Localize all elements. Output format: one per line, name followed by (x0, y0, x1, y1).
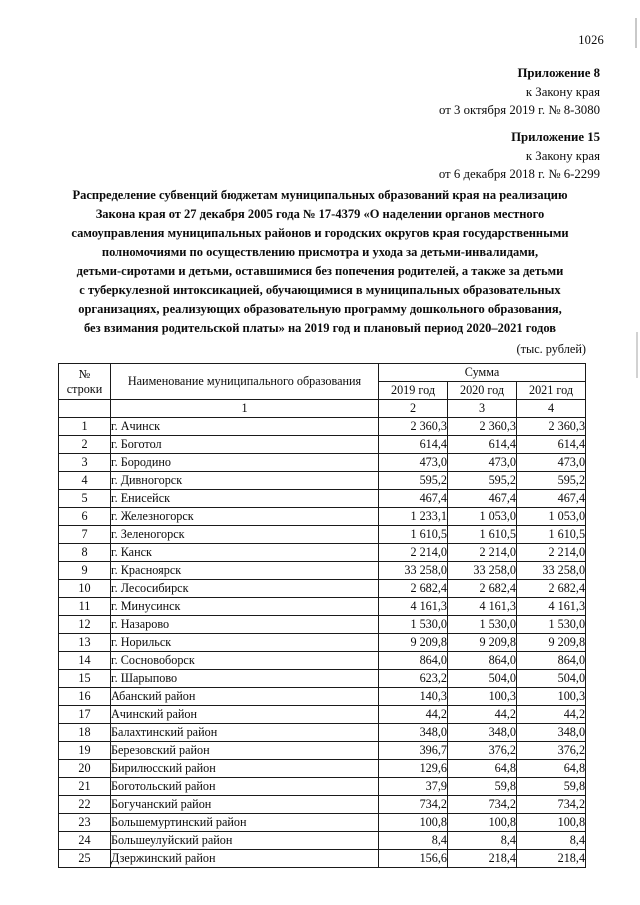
table-row (59, 796, 586, 814)
cell-amount-2019: 614,4 (379, 436, 448, 454)
cell-amount-2021: 64,8 (517, 760, 586, 778)
table-row (59, 454, 586, 472)
title-line: с туберкулезной интоксикацией, обучающимися в муниципальных образовательных (79, 283, 561, 297)
cell-municipality-name: Большеулуйский район (111, 832, 379, 850)
cell-amount-2020: 1 610,5 (448, 526, 517, 544)
table-row (59, 670, 586, 688)
cell-amount-2019: 1 233,1 (379, 508, 448, 526)
cell-amount-2019: 1 610,5 (379, 526, 448, 544)
cell-row-number: 4 (59, 472, 111, 490)
cell-amount-2019: 156,6 (379, 850, 448, 868)
cell-municipality-name: г. Канск (111, 544, 379, 562)
cell-amount-2020: 467,4 (448, 490, 517, 508)
cell-row-number: 5 (59, 490, 111, 508)
cell-amount-2019: 37,9 (379, 778, 448, 796)
table-row (59, 562, 586, 580)
cell-municipality-name: г. Ачинск (111, 418, 379, 436)
cell-amount-2019: 473,0 (379, 454, 448, 472)
table-row (59, 814, 586, 832)
column-header-year-2021: 2021 год (517, 382, 586, 400)
table-row (59, 778, 586, 796)
cell-amount-2020: 1 530,0 (448, 616, 517, 634)
cell-amount-2021: 2 360,3 (517, 418, 586, 436)
cell-amount-2021: 595,2 (517, 472, 586, 490)
appendix-law-label: к Закону края (525, 85, 600, 100)
table-row (59, 742, 586, 760)
cell-amount-2019: 33 258,0 (379, 562, 448, 580)
column-number-name: 1 (111, 400, 379, 418)
cell-municipality-name: Балахтинский район (111, 724, 379, 742)
table-row (59, 472, 586, 490)
cell-row-number: 21 (59, 778, 111, 796)
cell-amount-2020: 595,2 (448, 472, 517, 490)
column-number-year-2020: 3 (448, 400, 517, 418)
column-number-year-2021: 4 (517, 400, 586, 418)
cell-amount-2021: 9 209,8 (517, 634, 586, 652)
table-row (59, 832, 586, 850)
cell-row-number: 7 (59, 526, 111, 544)
cell-municipality-name: г. Зеленогорск (111, 526, 379, 544)
column-number-year-2019: 2 (379, 400, 448, 418)
cell-amount-2020: 218,4 (448, 850, 517, 868)
column-header-year-2020: 2020 год (448, 382, 517, 400)
cell-row-number: 22 (59, 796, 111, 814)
cell-amount-2020: 614,4 (448, 436, 517, 454)
cell-row-number: 23 (59, 814, 111, 832)
table-row (59, 706, 586, 724)
cell-amount-2020: 1 053,0 (448, 508, 517, 526)
page-number: 1026 (578, 33, 604, 47)
cell-municipality-name: Боготольский район (111, 778, 379, 796)
cell-row-number: 18 (59, 724, 111, 742)
cell-row-number: 9 (59, 562, 111, 580)
cell-amount-2021: 614,4 (517, 436, 586, 454)
table-row (59, 598, 586, 616)
table-row (59, 508, 586, 526)
table-row (59, 652, 586, 670)
cell-municipality-name: г. Минусинск (111, 598, 379, 616)
cell-amount-2020: 33 258,0 (448, 562, 517, 580)
table-column-number-row (59, 400, 586, 418)
cell-amount-2021: 59,8 (517, 778, 586, 796)
cell-amount-2020: 9 209,8 (448, 634, 517, 652)
cell-row-number: 12 (59, 616, 111, 634)
cell-amount-2019: 595,2 (379, 472, 448, 490)
appendix-law-label: к Закону края (525, 149, 600, 164)
title-line: самоуправления муниципальных районов и городских округов края государственными (71, 226, 569, 240)
cell-municipality-name: г. Бородино (111, 454, 379, 472)
cell-amount-2020: 44,2 (448, 706, 517, 724)
cell-amount-2019: 44,2 (379, 706, 448, 724)
cell-amount-2021: 2 214,0 (517, 544, 586, 562)
cell-row-number: 3 (59, 454, 111, 472)
cell-municipality-name: г. Норильск (111, 634, 379, 652)
subvention-distribution-table (58, 363, 586, 868)
appendix-law-date: от 6 декабря 2018 г. № 6-2299 (438, 167, 600, 182)
cell-municipality-name: г. Красноярск (111, 562, 379, 580)
appendix-reference-secondary (439, 128, 600, 183)
appendix-reference-primary (439, 64, 600, 119)
cell-amount-2021: 33 258,0 (517, 562, 586, 580)
cell-amount-2021: 100,8 (517, 814, 586, 832)
cell-amount-2021: 864,0 (517, 652, 586, 670)
cell-amount-2021: 473,0 (517, 454, 586, 472)
cell-amount-2019: 4 161,3 (379, 598, 448, 616)
table-row (59, 850, 586, 868)
cell-amount-2020: 2 360,3 (448, 418, 517, 436)
cell-amount-2019: 864,0 (379, 652, 448, 670)
cell-row-number: 6 (59, 508, 111, 526)
cell-amount-2020: 100,3 (448, 688, 517, 706)
cell-row-number: 20 (59, 760, 111, 778)
cell-row-number: 25 (59, 850, 111, 868)
table-row (59, 490, 586, 508)
cell-amount-2019: 129,6 (379, 760, 448, 778)
cell-amount-2019: 348,0 (379, 724, 448, 742)
table-row (59, 526, 586, 544)
page-edge-artifact-lower (636, 332, 638, 378)
cell-amount-2021: 4 161,3 (517, 598, 586, 616)
cell-amount-2021: 376,2 (517, 742, 586, 760)
document-title (56, 186, 584, 338)
cell-municipality-name: г. Назарово (111, 616, 379, 634)
column-header-year-2019: 2019 год (379, 382, 448, 400)
cell-amount-2021: 8,4 (517, 832, 586, 850)
cell-amount-2021: 44,2 (517, 706, 586, 724)
cell-amount-2019: 1 530,0 (379, 616, 448, 634)
cell-amount-2020: 864,0 (448, 652, 517, 670)
cell-row-number: 1 (59, 418, 111, 436)
cell-amount-2020: 376,2 (448, 742, 517, 760)
cell-municipality-name: Большемуртинский район (111, 814, 379, 832)
cell-amount-2021: 504,0 (517, 670, 586, 688)
table-row (59, 760, 586, 778)
cell-amount-2019: 100,8 (379, 814, 448, 832)
cell-row-number: 8 (59, 544, 111, 562)
cell-row-number: 17 (59, 706, 111, 724)
table-row (59, 418, 586, 436)
title-line: детьми-сиротами и детьми, оставшимися без попечения родителей, а также за детьми (76, 264, 564, 278)
cell-amount-2021: 1 610,5 (517, 526, 586, 544)
cell-row-number: 24 (59, 832, 111, 850)
cell-amount-2021: 218,4 (517, 850, 586, 868)
title-line: Распределение субвенций бюджетам муниципальных образований края на реализацию (72, 188, 568, 202)
cell-municipality-name: Березовский район (111, 742, 379, 760)
cell-municipality-name: г. Енисейск (111, 490, 379, 508)
cell-amount-2019: 734,2 (379, 796, 448, 814)
page-edge-artifact (635, 18, 637, 48)
cell-municipality-name: г. Дивногорск (111, 472, 379, 490)
cell-row-number: 10 (59, 580, 111, 598)
cell-row-number: 2 (59, 436, 111, 454)
table-row (59, 724, 586, 742)
cell-amount-2019: 467,4 (379, 490, 448, 508)
cell-municipality-name: Абанский район (111, 688, 379, 706)
column-header-municipality-name: Наименование муниципального образования (111, 364, 379, 400)
cell-amount-2020: 59,8 (448, 778, 517, 796)
cell-amount-2019: 2 214,0 (379, 544, 448, 562)
table-header (59, 364, 586, 418)
appendix-title: Приложение 8 (517, 66, 600, 80)
cell-row-number: 11 (59, 598, 111, 616)
cell-amount-2019: 396,7 (379, 742, 448, 760)
appendix-law-date: от 3 октября 2019 г. № 8-3080 (438, 103, 600, 118)
table-row (59, 544, 586, 562)
title-line: без взимания родительской платы» на 2019 год и плановый период 2020–2021 годов (83, 321, 557, 335)
cell-amount-2019: 2 360,3 (379, 418, 448, 436)
table-row (59, 580, 586, 598)
cell-amount-2019: 140,3 (379, 688, 448, 706)
cell-amount-2021: 1 053,0 (517, 508, 586, 526)
cell-municipality-name: г. Лесосибирск (111, 580, 379, 598)
cell-amount-2019: 8,4 (379, 832, 448, 850)
cell-municipality-name: г. Железногорск (111, 508, 379, 526)
cell-amount-2020: 2 682,4 (448, 580, 517, 598)
column-header-sum: Сумма (379, 364, 586, 382)
table-row (59, 634, 586, 652)
cell-amount-2020: 4 161,3 (448, 598, 517, 616)
cell-municipality-name: г. Боготол (111, 436, 379, 454)
cell-amount-2020: 348,0 (448, 724, 517, 742)
cell-municipality-name: Бирилюсский район (111, 760, 379, 778)
cell-amount-2021: 734,2 (517, 796, 586, 814)
cell-municipality-name: г. Сосновоборск (111, 652, 379, 670)
column-header-row-number-line2: строки (66, 381, 103, 396)
cell-municipality-name: Богучанский район (111, 796, 379, 814)
cell-row-number: 14 (59, 652, 111, 670)
cell-amount-2019: 623,2 (379, 670, 448, 688)
cell-amount-2020: 734,2 (448, 796, 517, 814)
cell-amount-2019: 9 209,8 (379, 634, 448, 652)
cell-amount-2021: 1 530,0 (517, 616, 586, 634)
cell-row-number: 15 (59, 670, 111, 688)
column-number-blank (59, 400, 111, 418)
table-row (59, 616, 586, 634)
column-header-row-number (59, 364, 111, 400)
table-header-row-1 (59, 364, 586, 382)
units-note: (тыс. рублей) (516, 342, 586, 356)
cell-amount-2020: 2 214,0 (448, 544, 517, 562)
appendix-title: Приложение 15 (511, 130, 600, 144)
cell-row-number: 19 (59, 742, 111, 760)
title-line: полномочиями по осуществлению присмотра и ухода за детьми-инвалидами, (101, 245, 539, 259)
cell-amount-2021: 100,3 (517, 688, 586, 706)
table-row (59, 436, 586, 454)
cell-amount-2020: 64,8 (448, 760, 517, 778)
cell-municipality-name: Ачинский район (111, 706, 379, 724)
cell-amount-2021: 348,0 (517, 724, 586, 742)
cell-amount-2020: 8,4 (448, 832, 517, 850)
cell-amount-2021: 2 682,4 (517, 580, 586, 598)
cell-amount-2020: 504,0 (448, 670, 517, 688)
cell-row-number: 13 (59, 634, 111, 652)
title-line: организациях, реализующих образовательную программу дошкольного образования, (78, 302, 562, 316)
table-body (59, 418, 586, 868)
table-row (59, 688, 586, 706)
title-line: Закона края от 27 декабря 2005 года № 17-4379 «О наделении органов местного (95, 207, 545, 221)
cell-amount-2019: 2 682,4 (379, 580, 448, 598)
cell-amount-2021: 467,4 (517, 490, 586, 508)
cell-amount-2020: 473,0 (448, 454, 517, 472)
column-header-row-number-line1: № (78, 366, 91, 381)
cell-amount-2020: 100,8 (448, 814, 517, 832)
cell-municipality-name: Дзержинский район (111, 850, 379, 868)
cell-municipality-name: г. Шарыпово (111, 670, 379, 688)
cell-row-number: 16 (59, 688, 111, 706)
